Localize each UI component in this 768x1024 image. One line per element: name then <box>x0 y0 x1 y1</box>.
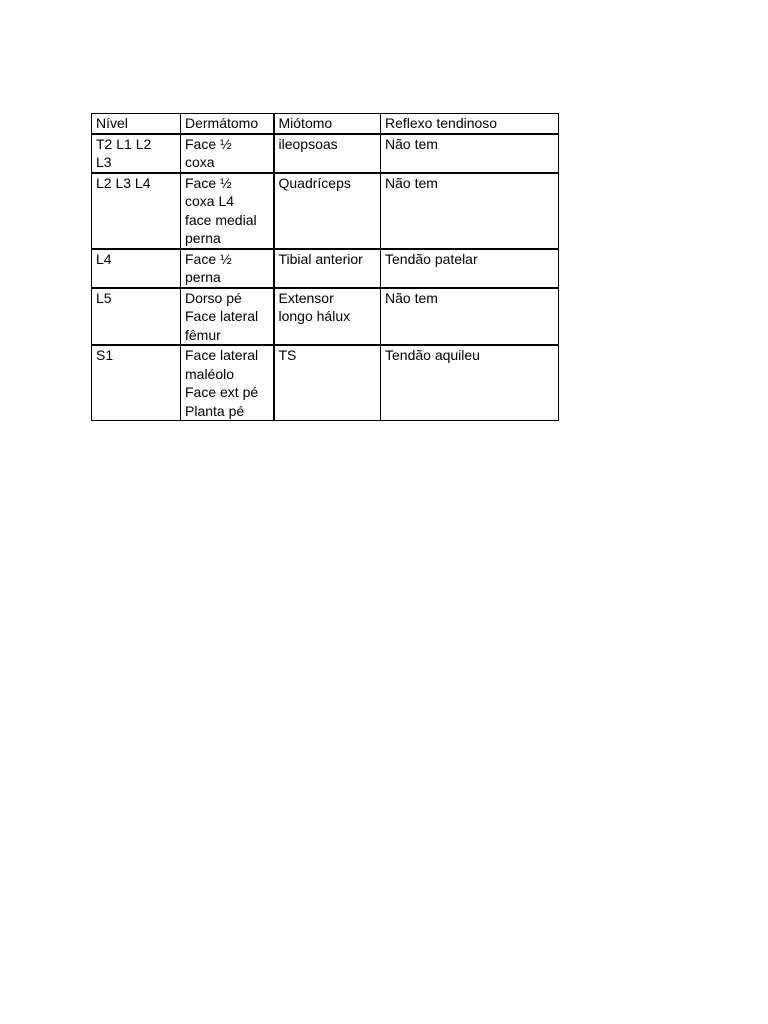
table-row <box>92 173 559 249</box>
cell-miotomo: Extensor longo hálux <box>274 288 381 346</box>
cell-dermatomo: Dorso pé Face lateral fêmur <box>181 288 274 346</box>
table-row <box>92 134 559 173</box>
cell-miotomo: Tibial anterior <box>274 249 381 288</box>
table-row <box>92 345 559 421</box>
cell-nivel: S1 <box>92 345 181 421</box>
cell-reflexo: Não tem <box>381 173 559 249</box>
cell-nivel: L2 L3 L4 <box>92 173 181 249</box>
header-miotomo: Miótomo <box>274 114 381 134</box>
cell-reflexo: Tendão aquileu <box>381 345 559 421</box>
cell-miotomo: TS <box>274 345 381 421</box>
cell-reflexo: Não tem <box>381 288 559 346</box>
cell-miotomo: ileopsoas <box>274 134 381 173</box>
cell-miotomo: Quadríceps <box>274 173 381 249</box>
cell-nivel: L5 <box>92 288 181 346</box>
header-reflexo: Reflexo tendinoso <box>381 114 559 134</box>
cell-nivel: L4 <box>92 249 181 288</box>
table-header-row <box>92 114 559 134</box>
cell-dermatomo: Face lateral maléolo Face ext pé Planta pé <box>181 345 274 421</box>
cell-reflexo: Não tem <box>381 134 559 173</box>
cell-dermatomo: Face ½ perna <box>181 249 274 288</box>
cell-nivel: T2 L1 L2 L3 <box>92 134 181 173</box>
cell-reflexo: Tendão patelar <box>381 249 559 288</box>
nerve-root-table <box>91 113 559 421</box>
header-dermatomo: Dermátomo <box>181 114 274 134</box>
table-row <box>92 288 559 346</box>
table-row <box>92 249 559 288</box>
cell-dermatomo: Face ½ coxa L4 face medial perna <box>181 173 274 249</box>
header-nivel: Nível <box>92 114 181 134</box>
cell-dermatomo: Face ½ coxa <box>181 134 274 173</box>
